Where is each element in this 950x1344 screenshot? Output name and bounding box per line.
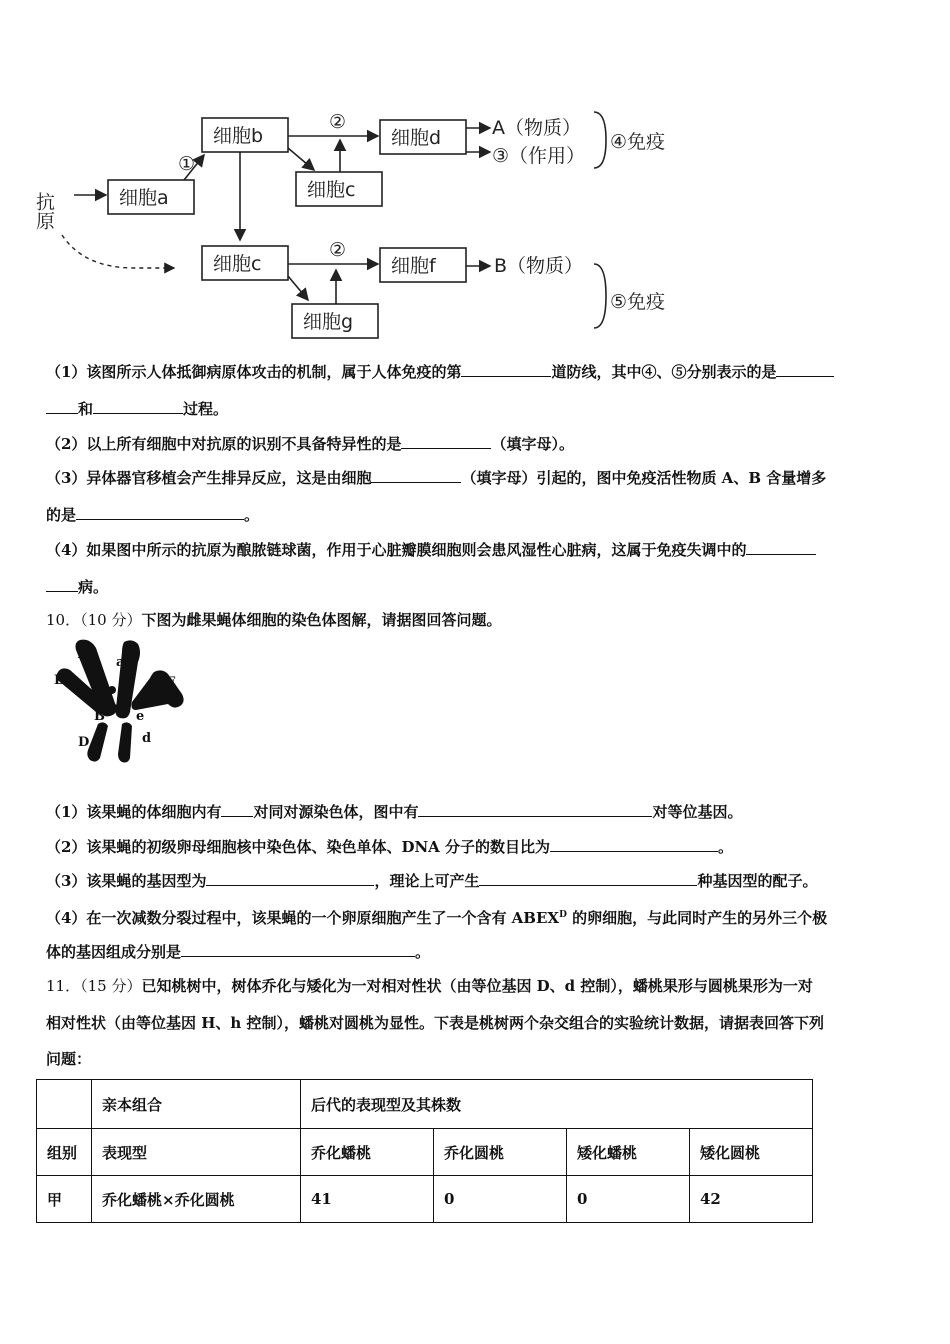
q10-part4-cont xyxy=(46,941,430,962)
table-header-row-1 xyxy=(37,1080,813,1129)
q11-stem-line1 xyxy=(46,976,813,996)
q10-p1-text-b: 对同对源染色体，图中有 xyxy=(253,803,419,821)
gene-label-d: d xyxy=(142,731,152,746)
q11-number: 11．（15 分） xyxy=(46,977,142,995)
q9-p2-blank[interactable] xyxy=(401,433,491,449)
q9-p3-text-d: 。 xyxy=(244,506,260,524)
q10-part3 xyxy=(46,870,817,891)
table-header-offspring: 后代的表现型及其株数 xyxy=(301,1080,813,1129)
q9-part1-cont xyxy=(46,398,228,419)
q10-stem-text: 下图为雌果蝇体细胞的染色体图解，请据图回答问题。 xyxy=(141,611,502,629)
q9-p1-text-b: 道防线，其中④、⑤分别表示的是 xyxy=(551,363,777,381)
antigen-label: 抗原 xyxy=(33,192,55,230)
q9-p3-blank-1[interactable] xyxy=(371,467,461,483)
q10-p4-text-b: 的卵细胞，与此同时产生的另外三个极 xyxy=(566,909,828,927)
output-b-substance: B（物质） xyxy=(494,255,584,277)
q9-p1-text-d: 过程。 xyxy=(183,400,229,418)
q10-number: 10．（10 分） xyxy=(46,611,142,629)
q9-part4-cont xyxy=(46,576,108,597)
immunity-4-label: ④免疫 xyxy=(610,131,666,153)
q9-p1-blank-3[interactable] xyxy=(93,398,183,414)
q10-p3-text-b: ，理论上可产生 xyxy=(374,872,480,890)
table-header-group: 组别 xyxy=(37,1129,92,1176)
q10-p4-text-c: 体的基因组成分别是 xyxy=(46,943,182,961)
marker-1: ① xyxy=(178,153,196,175)
q10-p3-text-c: 种基因型的配子。 xyxy=(697,872,818,890)
q9-part1 xyxy=(46,361,834,382)
marker-2-top: ② xyxy=(329,111,347,133)
marker-2-bottom: ② xyxy=(329,239,347,261)
table-cell-phenotype: 乔化蟠桃×乔化圆桃 xyxy=(92,1176,301,1223)
q9-p3-text-c: 的是 xyxy=(46,506,77,524)
q10-p1-text-a: （1）该果蝇的体细胞内有 xyxy=(46,803,222,821)
q10-p1-text-c: 对等位基因。 xyxy=(652,803,743,821)
table-header-dwarf-flat: 矮化蟠桃 xyxy=(567,1129,690,1176)
q9-p1-text-a: （1）该图所示人体抵御病原体攻击的机制，属于人体免疫的第 xyxy=(46,363,462,381)
table-header-dwarf-round: 矮化圆桃 xyxy=(690,1129,813,1176)
q9-part4 xyxy=(46,539,816,560)
q11-line3: 问题： xyxy=(46,1050,92,1068)
q9-p4-text-a: （4）如果图中所示的抗原为酿脓链球菌，作用于心脏瓣膜细胞则会患风湿性心脏病，这属于免疫失调中的 xyxy=(46,541,747,559)
fly-chromosome-diagram xyxy=(50,632,200,767)
table-header-row-2 xyxy=(37,1129,813,1176)
table-cell-tall-flat: 41 xyxy=(301,1176,434,1223)
cell-b-label: 细胞b xyxy=(213,125,264,147)
immunity-5-label: ⑤免疫 xyxy=(610,291,666,313)
table-header-phenotype: 表现型 xyxy=(92,1129,301,1176)
table-row xyxy=(37,1176,813,1223)
gene-label-B-left: B xyxy=(54,673,65,688)
q10-p4-blank[interactable] xyxy=(181,941,415,957)
table-header-parent: 亲本组合 xyxy=(92,1080,301,1129)
q10-part2 xyxy=(46,836,733,857)
q9-p1-blank-1[interactable] xyxy=(461,361,551,377)
q10-p2-blank[interactable] xyxy=(550,836,718,852)
q9-p2-text-b: （填字母）。 xyxy=(491,435,574,453)
table-header-tall-round: 乔化圆桃 xyxy=(434,1129,567,1176)
q9-part3 xyxy=(46,467,826,488)
q10-p4-text-d: 。 xyxy=(415,943,431,961)
table-cell-tall-round: 0 xyxy=(434,1176,567,1223)
q10-p2-text-b: 。 xyxy=(718,838,734,856)
cross-results-table xyxy=(36,1079,813,1223)
table-cell-dwarf-flat: 0 xyxy=(567,1176,690,1223)
q9-part2 xyxy=(46,433,574,454)
gene-label-e: e xyxy=(136,709,145,724)
immune-flow-diagram xyxy=(33,100,704,345)
gene-label-B-center: B xyxy=(94,709,105,724)
q11-stem-line3 xyxy=(46,1049,91,1069)
cell-e-label: 细胞c xyxy=(307,179,356,201)
q10-p4-text-a: （4）在一次减数分裂过程中，该果蝇的一个卵原细胞产生了一个含有 ABEX xyxy=(46,909,560,927)
table-cell-empty xyxy=(37,1080,92,1129)
q11-line2: 相对性状（由等位基因 H、h 控制），蟠桃对圆桃为显性。下表是桃树两个杂交组合的实验统计数据，请据表回答下列 xyxy=(46,1014,825,1032)
table-cell-group: 甲 xyxy=(37,1176,92,1223)
q9-p3-text-b: （填字母）引起的，图中免疫活性物质 A、B 含量增多 xyxy=(461,469,827,487)
q9-p1-blank-2b[interactable] xyxy=(46,398,78,414)
q10-p1-blank-1[interactable] xyxy=(221,801,253,817)
q9-p1-blank-2a[interactable] xyxy=(776,361,834,377)
cell-g-label: 细胞g xyxy=(303,311,354,333)
q11-line1: 已知桃树中，树体乔化与矮化为一对相对性状（由等位基因 D、d 控制），蟠桃果形与圆桃果形为一对 xyxy=(141,977,813,995)
gene-label-E: E xyxy=(166,675,176,690)
q10-p4-sup: D xyxy=(559,910,567,920)
cell-f-label: 细胞f xyxy=(391,255,436,277)
q9-p3-text-a: （3）异体器官移植会产生排异反应，这是由细胞 xyxy=(46,469,372,487)
q10-part1 xyxy=(46,801,742,822)
q10-p1-blank-2[interactable] xyxy=(418,801,652,817)
q9-p4-text-b: 病。 xyxy=(78,578,109,596)
output-effect-3: ③（作用） xyxy=(492,145,586,167)
gene-label-A: A xyxy=(78,647,89,662)
cell-c-label: 细胞c xyxy=(213,253,262,275)
q9-p4-blank-a[interactable] xyxy=(746,539,816,555)
table-cell-dwarf-round: 42 xyxy=(690,1176,813,1223)
q10-p3-blank-2[interactable] xyxy=(479,870,697,886)
gene-label-a: a xyxy=(116,655,125,670)
q9-p2-text-a: （2）以上所有细胞中对抗原的识别不具备特异性的是 xyxy=(46,435,402,453)
gene-label-D: D xyxy=(78,735,90,750)
table-header-tall-flat: 乔化蟠桃 xyxy=(301,1129,434,1176)
q10-p3-text-a: （3）该果蝇的基因型为 xyxy=(46,872,207,890)
cell-a-label: 细胞a xyxy=(119,187,169,209)
q10-part4 xyxy=(46,905,827,928)
q10-p3-blank-1[interactable] xyxy=(206,870,374,886)
q9-p4-blank-b[interactable] xyxy=(46,576,78,592)
q9-part3-cont xyxy=(46,504,259,525)
q9-p1-text-c: 和 xyxy=(78,400,94,418)
cell-d-label: 细胞d xyxy=(391,127,442,149)
q9-p3-blank-2[interactable] xyxy=(76,504,244,520)
q10-stem xyxy=(46,610,501,630)
output-a-substance: A（物质） xyxy=(492,117,581,139)
q10-p2-text-a: （2）该果蝇的初级卵母细胞核中染色体、染色单体、DNA 分子的数目比为 xyxy=(46,838,551,856)
q11-stem-line2 xyxy=(46,1013,824,1033)
